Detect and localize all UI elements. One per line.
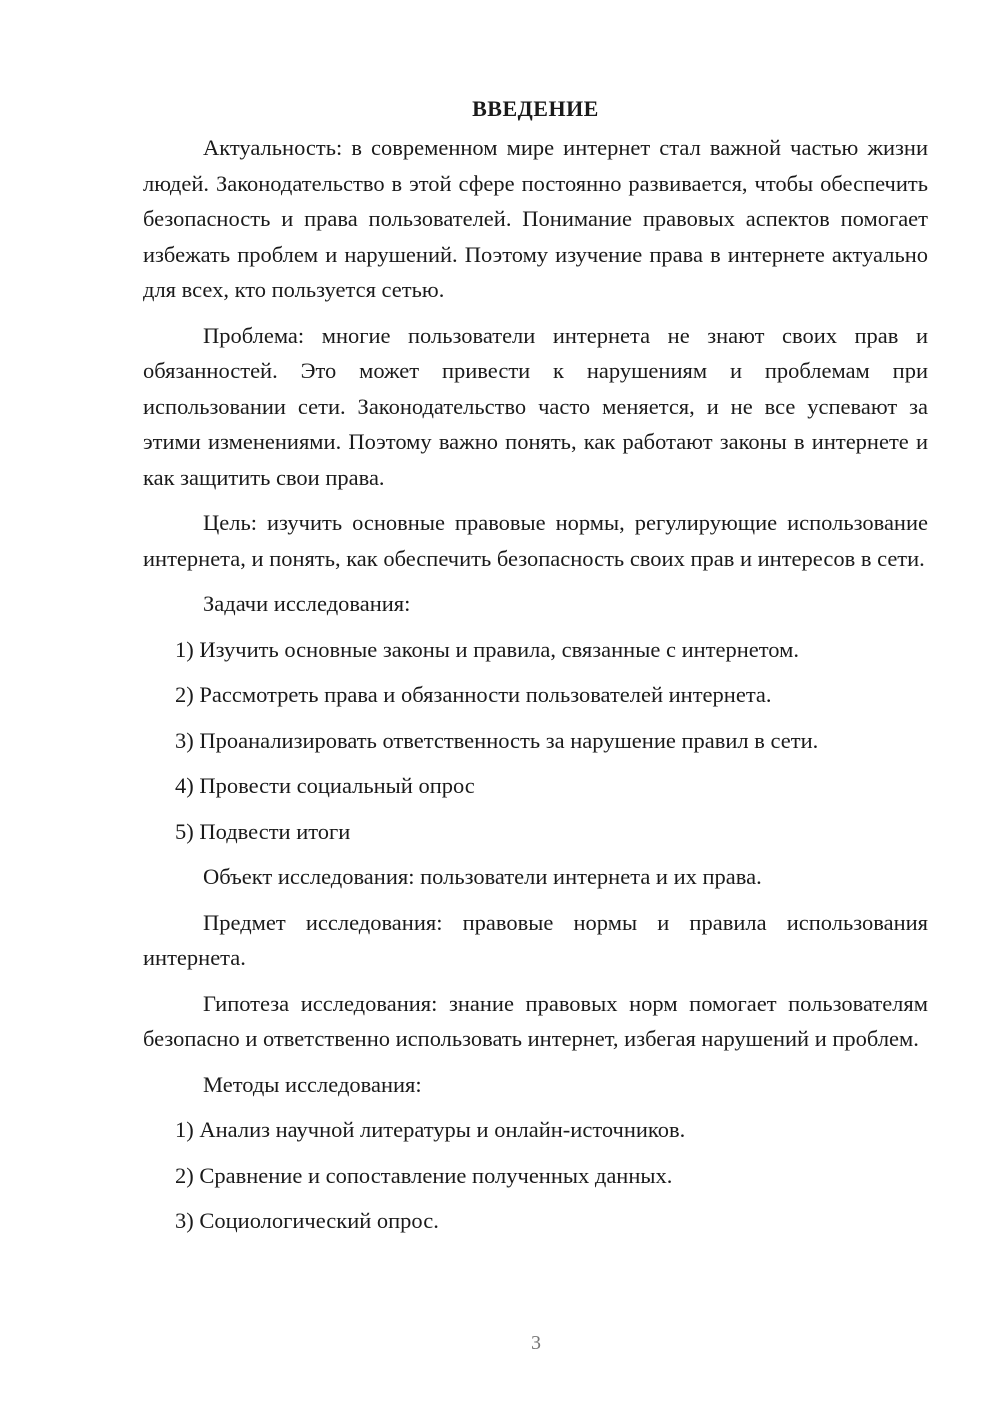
methods-heading: Методы исследования:	[203, 1071, 422, 1097]
list-item: 4) Провести социальный опрос	[175, 773, 475, 798]
list-item: 3) Социологический опрос.	[175, 1208, 439, 1233]
tasks-list	[143, 632, 928, 850]
list-item: 5) Подвести итоги	[175, 818, 351, 844]
list-item: 3) Проанализировать ответственность за нарушение правил в сети.	[175, 727, 819, 753]
subject-paragraph: Предмет исследования: правовые нормы и правила использования интернета.	[143, 909, 928, 970]
goal-paragraph: Цель: изучить основные правовые нормы, регулирующие использование интернета, и понять, как обеспечить безопасность своих прав и интересов в сети.	[143, 510, 928, 571]
hypothesis-paragraph: Гипотеза исследования: знание правовых норм помогает пользователям безопасно и ответственно использовать интернет, избегая нарушений и проблем.	[143, 990, 928, 1051]
relevance-paragraph: Актуальность: в современном мире интернет стал важной частью жизни людей. Законодательство в этой сфере постоянно развивается, чтобы обеспечить безопасность и права пользователей. Понимание правовых аспектов помогает избежать проблем и нарушений. Поэтому изучение права в интернете актуально для всех, кто пользуется сетью.	[143, 135, 928, 302]
page-title: ВВЕДЕНИЕ	[472, 96, 599, 121]
list-item: 1) Изучить основные законы и правила, связанные с интернетом.	[175, 636, 799, 662]
page-content	[143, 94, 928, 1249]
tasks-heading: Задачи исследования:	[203, 591, 411, 616]
list-item: 2) Сравнение и сопоставление полученных данных.	[175, 1162, 673, 1188]
methods-list	[143, 1112, 928, 1239]
object-paragraph: Объект исследования: пользователи интернета и их права.	[203, 864, 762, 889]
list-item: 2) Рассмотреть права и обязанности пользователей интернета.	[175, 682, 772, 707]
list-item: 1) Анализ научной литературы и онлайн-источников.	[175, 1117, 686, 1142]
page-number: 3	[531, 1332, 541, 1354]
problem-paragraph: Проблема: многие пользователи интернета не знают своих прав и обязанностей. Это может привести к нарушениям и проблемам при использовании сети. Законодательство часто меняется, и не все успевают за этими изменениями. Поэтому важно понять, как работают законы в интернете и как защитить свои права.	[143, 322, 928, 490]
